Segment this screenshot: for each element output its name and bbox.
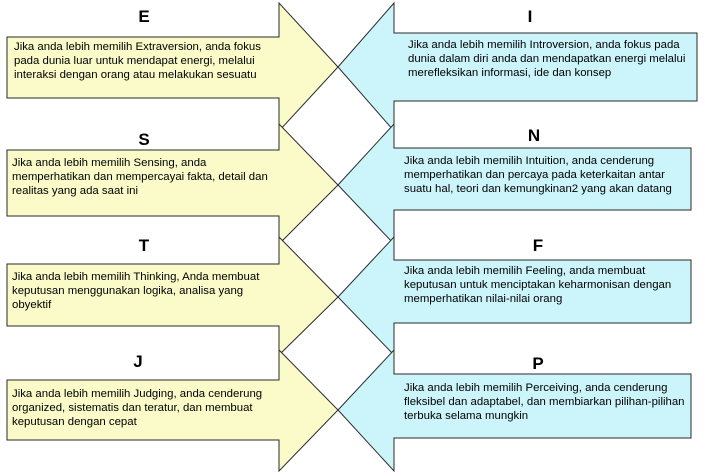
description-judging: Jika anda lebih memilih Judging, anda cenderung organized, sistematis dan teratur, dan membuat keputusan dengan cepat: [12, 388, 263, 428]
description-perceiving: Jika anda lebih memilih Perceiving, anda cenderung fleksibel dan adaptabel, dan membiarkan pilihan-pilihan terbuka selama mungkin: [404, 382, 685, 422]
letter-E: E: [138, 7, 150, 26]
description-thinking: Jika anda lebih memilih Thinking, Anda membuat keputusan menggunakan logika, analisa yang obyektif: [12, 271, 260, 311]
letter-T: T: [138, 236, 150, 255]
letter-N: N: [527, 126, 541, 145]
letter-I: I: [527, 7, 533, 26]
letter-F: F: [532, 236, 544, 255]
letter-J: J: [133, 352, 143, 371]
letter-P: P: [532, 354, 544, 373]
description-sensing: Jika anda lebih memilih Sensing, anda memperhatikan dan mempercayai fakta, detail dan realitas yang ada saat ini: [12, 157, 268, 197]
description-extraversion: Jika anda lebih memilih Extraversion, anda fokus pada dunia luar untuk mendapat energi, melalui interaksi dengan orang atau melakukan sesuatu: [14, 41, 261, 81]
description-intuition: Jika anda lebih memilih Intuition, anda cenderung memperhatikan dan percaya pada keterkaitan antar suatu hal, teori dan kemungkinan2 yang akan datang: [404, 155, 672, 195]
description-feeling: Jika anda lebih memilih Feeling, anda membuat keputusan untuk menciptakan keharmonisan dengan memperhatikan nilai-nilai orang: [404, 265, 672, 305]
description-introversion: Jika anda lebih memilih Introversion, anda fokus pada dunia dalam diri anda dan mendapatkan energi melalui merefleksikan informasi, ide dan konsep: [408, 39, 686, 79]
letter-S: S: [138, 130, 150, 149]
